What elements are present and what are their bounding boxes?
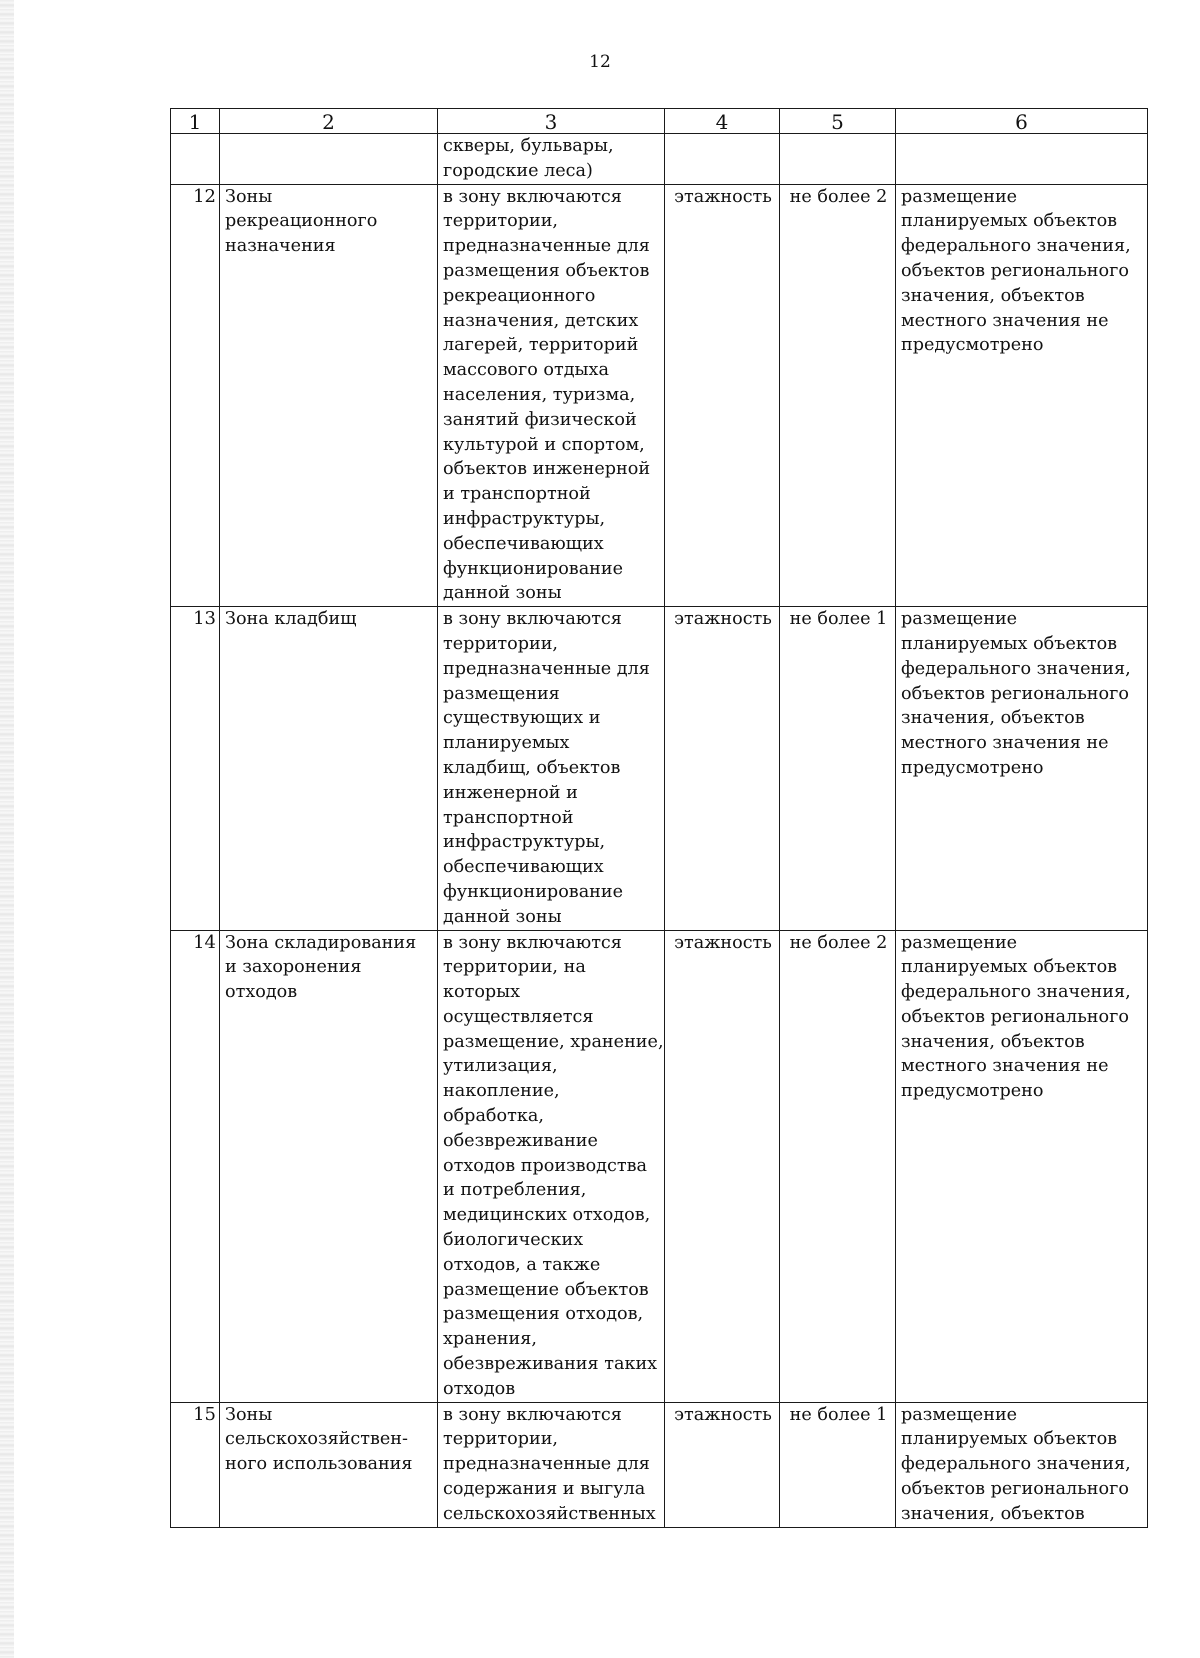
zone-description-line: содержания и выгула [443, 1479, 646, 1500]
zone-description-line: медицинских отходов, [443, 1205, 651, 1226]
zone-notes-line: местного значения не [901, 310, 1109, 331]
zone-description-line: инфраструктуры, [443, 508, 606, 529]
zone-description [438, 134, 665, 185]
zone-description-line: в зону включаются [443, 1404, 622, 1425]
zone-notes-line: объектов регионального [901, 1006, 1129, 1027]
zone-name [220, 184, 438, 607]
zone-description-line: накопление, [443, 1081, 560, 1102]
zone-notes-line: значения, объектов [901, 1031, 1085, 1052]
zone-description-line: лагерей, территорий [443, 335, 639, 356]
zones-table [170, 108, 1148, 1528]
zone-description-line: назначения, детских [443, 310, 639, 331]
zone-name [220, 1402, 438, 1527]
zone-notes-line: размещение [901, 1404, 1018, 1425]
zone-name-line: Зоны [225, 186, 273, 207]
zone-description-line: размещение объектов [443, 1279, 649, 1300]
zone-description-line: отходов [443, 1378, 516, 1399]
zone-notes-line: планируемых объектов [901, 633, 1118, 654]
zone-description-line: объектов инженерной [443, 459, 651, 480]
zone-description-line: осуществляется [443, 1006, 594, 1027]
zone-name-line: Зоны [225, 1404, 273, 1425]
zone-notes-line: объектов регионального [901, 1479, 1129, 1500]
zone-description-line: обеспечивающих [443, 533, 604, 554]
zone-notes-line: размещение [901, 609, 1018, 630]
zone-description-line: и транспортной [443, 484, 591, 505]
zone-notes [896, 134, 1148, 185]
table-row [171, 1402, 1148, 1527]
parameter-name: этажность [665, 1402, 780, 1527]
zone-description [438, 930, 665, 1402]
zone-name-line: Зона кладбищ [225, 609, 357, 630]
column-header: 4 [665, 109, 780, 134]
zone-name-line: и захоронения [225, 957, 362, 978]
row-number: 14 [171, 930, 220, 1402]
zone-description-line: обработка, [443, 1106, 544, 1127]
zone-description-line: инженерной и [443, 782, 578, 803]
column-header: 5 [780, 109, 896, 134]
zone-notes-line: местного значения не [901, 1056, 1109, 1077]
page-number: 12 [589, 52, 611, 72]
zone-description-line: функционирование [443, 558, 624, 579]
parameter-name: этажность [665, 930, 780, 1402]
column-header: 1 [171, 109, 220, 134]
zone-notes-line: предусмотрено [901, 1081, 1044, 1102]
zone-description-line: занятий физической [443, 409, 637, 430]
row-number: 13 [171, 607, 220, 930]
zone-notes [896, 1402, 1148, 1527]
zone-description-line: размещение, хранение, [443, 1031, 664, 1052]
parameter-value: не более 2 [780, 184, 896, 607]
zone-notes-line: значения, объектов [901, 285, 1085, 306]
parameter-name: этажность [665, 607, 780, 930]
zone-description-line: обезвреживание [443, 1130, 598, 1151]
table-row [171, 134, 1148, 185]
zone-description-line: размещения объектов [443, 260, 650, 281]
zone-notes-line: значения, объектов [901, 1503, 1085, 1524]
zone-description-line: обезвреживания таких [443, 1354, 658, 1375]
zone-description-line: культурой и спортом, [443, 434, 645, 455]
zone-description-line: предназначенные для [443, 1454, 650, 1475]
zone-description-line: территории, [443, 211, 559, 232]
zone-description-line: данной зоны [443, 583, 562, 604]
zone-name-line: назначения [225, 236, 336, 257]
zone-description-line: размещения [443, 683, 560, 704]
zone-notes-line: размещение [901, 186, 1018, 207]
zone-notes [896, 184, 1148, 607]
column-header: 2 [220, 109, 438, 134]
zone-name [220, 930, 438, 1402]
row-number [171, 134, 220, 185]
zone-description [438, 1402, 665, 1527]
zone-name-line: сельскохозяйствен- [225, 1429, 408, 1450]
table-row [171, 184, 1148, 607]
zone-description-line: в зону включаются [443, 186, 622, 207]
parameter-value: не более 1 [780, 1402, 896, 1527]
parameter-name: этажность [665, 184, 780, 607]
zone-description-line: данной зоны [443, 906, 562, 927]
zone-description-line: биологических [443, 1230, 584, 1251]
zone-description-line: в зону включаются [443, 609, 622, 630]
zone-description-line: массового отдыха [443, 360, 609, 381]
zone-notes-line: федерального значения, [901, 982, 1131, 1003]
zone-description-line: которых [443, 982, 521, 1003]
parameter-value [780, 134, 896, 185]
zone-description-line: хранения, [443, 1329, 537, 1350]
zone-notes-line: значения, объектов [901, 708, 1085, 729]
zone-description-line: сельскохозяйственных [443, 1503, 656, 1524]
row-number: 15 [171, 1402, 220, 1527]
zone-description-line: функционирование [443, 881, 624, 902]
zone-notes-line: федерального значения, [901, 658, 1131, 679]
zone-name-line: отходов [225, 982, 298, 1003]
zone-notes [896, 930, 1148, 1402]
zone-description-line: утилизация, [443, 1056, 558, 1077]
column-header: 6 [896, 109, 1148, 134]
zone-notes-line: местного значения не [901, 733, 1109, 754]
zone-description-line: кладбищ, объектов [443, 757, 621, 778]
zone-description-line: скверы, бульвары, [443, 136, 614, 156]
zone-description-line: городские леса) [443, 160, 593, 181]
table-header-row [171, 109, 1148, 134]
zone-notes-line: планируемых объектов [901, 957, 1118, 978]
zone-description-line: рекреационного [443, 285, 596, 306]
zone-name [220, 607, 438, 930]
table-row [171, 930, 1148, 1402]
zone-notes-line: объектов регионального [901, 260, 1129, 281]
zone-description-line: транспортной [443, 807, 574, 828]
zone-description-line: и потребления, [443, 1180, 587, 1201]
zone-description [438, 184, 665, 607]
zone-notes-line: размещение [901, 932, 1018, 953]
zone-description-line: территории, [443, 1429, 559, 1450]
zone-description-line: планируемых [443, 733, 570, 754]
zone-description-line: инфраструктуры, [443, 832, 606, 853]
zone-name-line: Зона складирования [225, 932, 417, 953]
zone-description-line: обеспечивающих [443, 857, 604, 878]
table-row [171, 607, 1148, 930]
zone-description-line: территории, на [443, 957, 586, 978]
zone-description-line: отходов, а также [443, 1254, 601, 1275]
zone-name-line: рекреационного [225, 211, 378, 232]
zone-description-line: в зону включаются [443, 932, 622, 953]
zone-description-line: территории, [443, 633, 559, 654]
zone-notes-line: федерального значения, [901, 236, 1131, 257]
zone-notes [896, 607, 1148, 930]
zone-description-line: отходов производства [443, 1155, 647, 1176]
parameter-name [665, 134, 780, 185]
zone-name [220, 134, 438, 185]
parameter-value: не более 1 [780, 607, 896, 930]
table-body [171, 134, 1148, 1528]
zone-notes-line: федерального значения, [901, 1454, 1131, 1475]
scan-edge-noise [0, 0, 14, 1658]
zone-description-line: предназначенные для [443, 658, 650, 679]
zone-notes-line: предусмотрено [901, 335, 1044, 356]
zone-notes-line: планируемых объектов [901, 1429, 1118, 1450]
row-number: 12 [171, 184, 220, 607]
zone-notes-line: планируемых объектов [901, 211, 1118, 232]
zone-description-line: существующих и [443, 708, 601, 729]
zone-description-line: населения, туризма, [443, 384, 636, 405]
zone-description-line: размещения отходов, [443, 1304, 644, 1325]
zone-notes-line: объектов регионального [901, 683, 1129, 704]
parameter-value: не более 2 [780, 930, 896, 1402]
zone-description-line: предназначенные для [443, 236, 650, 257]
zone-name-line: ного использования [225, 1454, 413, 1475]
column-header: 3 [438, 109, 665, 134]
zone-description [438, 607, 665, 930]
zone-notes-line: предусмотрено [901, 757, 1044, 778]
